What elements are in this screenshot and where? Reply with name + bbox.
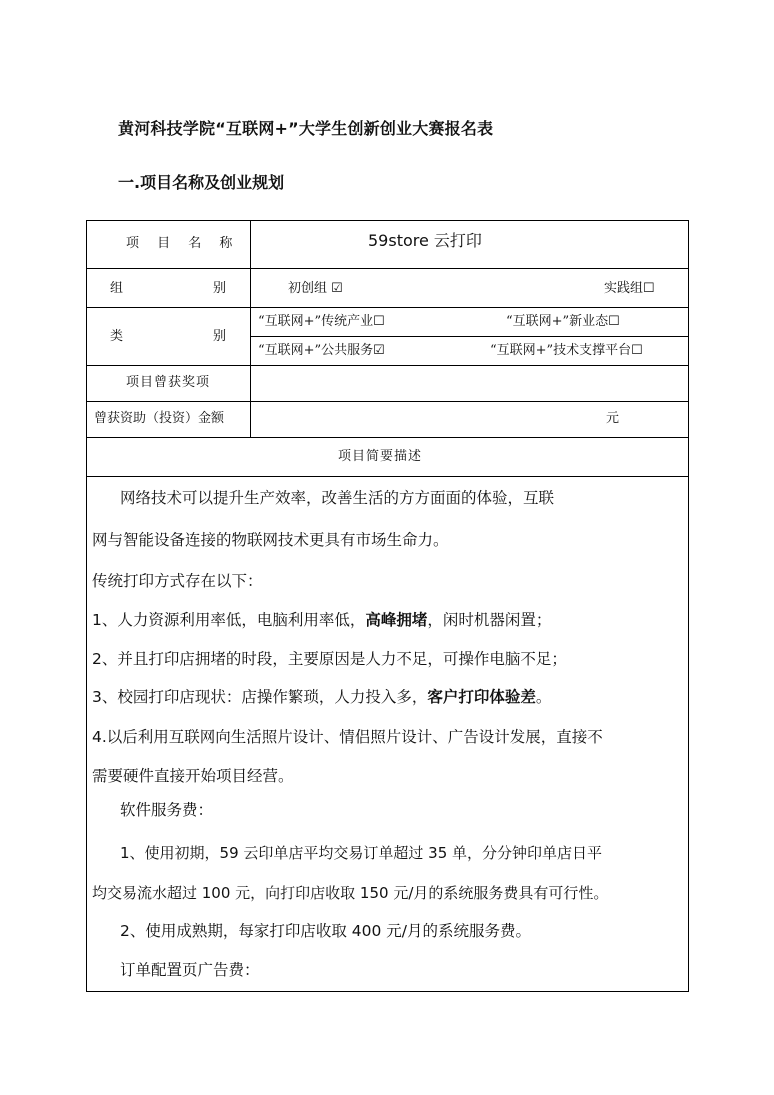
description-text: 3、校园打印店现状：店操作繁琐，人力投入多， bbox=[92, 688, 428, 706]
description-line: 需要硬件直接开始项目经营。 bbox=[92, 767, 294, 785]
group-option-practice[interactable]: 实践组☐ bbox=[604, 281, 655, 296]
row-divider bbox=[86, 476, 689, 477]
category-label-right: 别 bbox=[213, 329, 227, 344]
description-line bbox=[92, 687, 551, 707]
row-divider bbox=[86, 307, 689, 308]
table-border-bottom bbox=[86, 991, 689, 992]
row-divider bbox=[86, 268, 689, 269]
project-name-label: 项 目 名 称 bbox=[126, 236, 240, 251]
category-option-new-business[interactable]: “互联网+”新业态☐ bbox=[506, 314, 620, 329]
row-divider bbox=[86, 437, 689, 438]
description-line: 2、并且打印店拥堵的时段，主要原因是人力不足，可操作电脑不足； bbox=[92, 650, 567, 668]
description-line: 软件服务费： bbox=[120, 801, 214, 819]
description-line: 传统打印方式存在以下： bbox=[92, 572, 263, 590]
row-divider bbox=[86, 365, 689, 366]
description-header: 项目简要描述 bbox=[338, 449, 423, 464]
row-divider bbox=[86, 401, 689, 402]
category-option-tech-platform[interactable]: “互联网+”技术支撑平台☐ bbox=[490, 343, 643, 358]
description-line: 1、使用初期，59 云印单店平均交易订单超过 35 单，分分钟印单店日平 bbox=[120, 844, 603, 862]
group-label-left: 组 bbox=[110, 281, 124, 296]
project-name-value: 59store 云打印 bbox=[368, 231, 482, 250]
category-option-traditional[interactable]: “互联网+”传统产业☐ bbox=[258, 314, 385, 329]
description-line: 网与智能设备连接的物联网技术更具有市场生命力。 bbox=[92, 531, 449, 549]
description-line: 网络技术可以提升生产效率，改善生活的方方面面的体验，互联 bbox=[120, 489, 555, 507]
funding-unit: 元 bbox=[606, 411, 620, 426]
row-divider bbox=[250, 336, 689, 337]
description-line: 均交易流水超过 100 元，向打印店收取 150 元/月的系统服务费具有可行性。 bbox=[92, 884, 609, 902]
group-label-right: 别 bbox=[213, 281, 227, 296]
description-text: 。 bbox=[535, 688, 552, 706]
table-border-left bbox=[86, 220, 87, 992]
group-option-startup[interactable]: 初创组 ☑ bbox=[288, 281, 343, 296]
description-line: 2、使用成熟期，每家打印店收取 400 元/月的系统服务费。 bbox=[120, 922, 532, 940]
description-emphasis: 客户打印体验差 bbox=[427, 688, 536, 706]
description-text: 1、人力资源利用率低，电脑利用率低， bbox=[92, 611, 366, 629]
section-title: 一.项目名称及创业规划 bbox=[118, 173, 285, 192]
category-label-left: 类 bbox=[110, 329, 124, 344]
document-title: 黄河科技学院“互联网+”大学生创新创业大赛报名表 bbox=[118, 119, 494, 138]
description-line bbox=[92, 610, 551, 630]
column-divider bbox=[250, 220, 251, 437]
table-border-top bbox=[86, 220, 689, 221]
awards-label: 项目曾获奖项 bbox=[126, 375, 211, 390]
description-line: 订单配置页广告费： bbox=[120, 961, 260, 979]
description-emphasis: 高峰拥堵 bbox=[365, 611, 428, 629]
category-option-public-service[interactable]: “互联网+”公共服务☑ bbox=[258, 343, 385, 358]
description-line: 4.以后利用互联网向生活照片设计、情侣照片设计、广告设计发展，直接不 bbox=[92, 728, 603, 746]
funding-label: 曾获资助（投资）金额 bbox=[94, 411, 225, 426]
description-text: ，闲时机器闲置； bbox=[427, 611, 552, 629]
